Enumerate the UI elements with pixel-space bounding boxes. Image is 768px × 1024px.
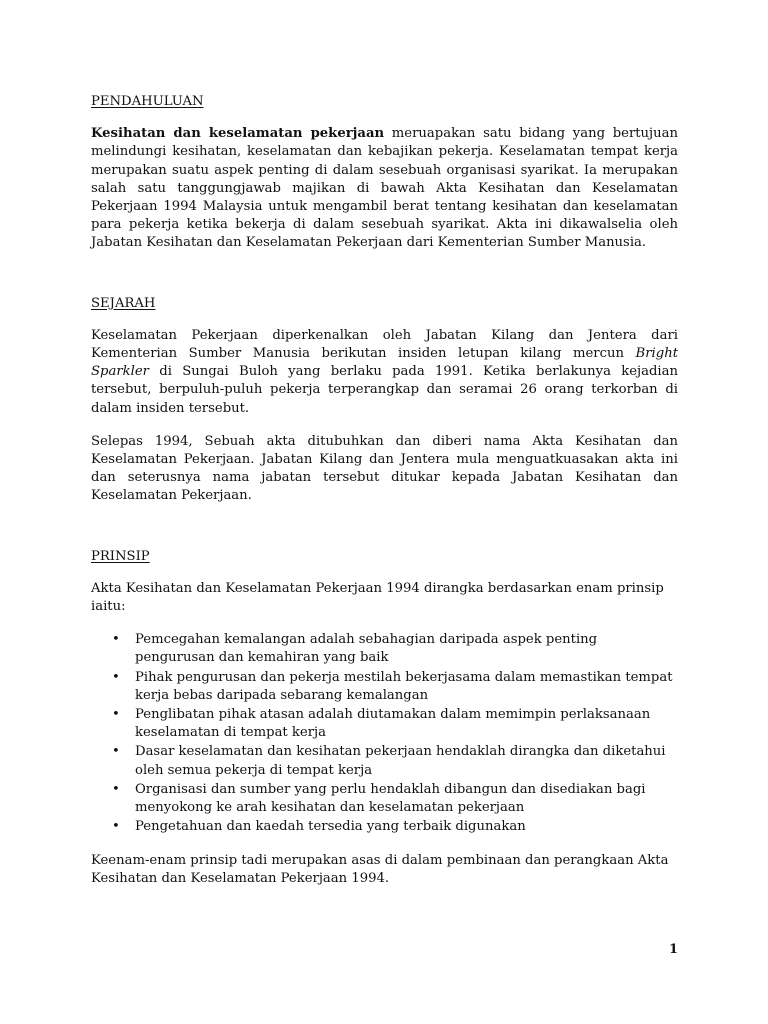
sejarah-p1-before: Keselamatan Pekerjaan diperkenalkan oleh Jabatan Kilang dan Jentera dari Kementerian Sumber Manusia berikutan insiden letupan kilang mercun (91, 327, 678, 362)
bullet-icon: • (112, 819, 120, 835)
list-item: • Penglibatan pihak atasan adalah diutamakan dalam memimpin perlaksanaan keselamatan di tempat kerja (112, 707, 651, 741)
heading-prinsip: PRINSIP (91, 548, 150, 564)
page-number: 1 (668, 942, 678, 957)
prinsip-closing: Keenam-enam prinsip tadi merupakan asas di dalam pembinaan dan perangkaan Akta Kesihatan dan Keselamatan Pekerjaan 1994. (91, 852, 669, 886)
heading-pendahuluan: PENDAHULUAN (91, 94, 204, 109)
bullet-icon: • (112, 781, 120, 797)
document-body (91, 93, 678, 888)
lead-bold-text: Kesihatan dan keselamatan pekerjaan (91, 126, 385, 142)
bullet-icon: • (112, 707, 120, 723)
list-item: • Pihak pengurusan dan pekerja mestilah bekerjasama dalam memastikan tempat kerja bebas daripada sebarang kemalangan (112, 669, 673, 703)
list-item: • Pemcegahan kemalangan adalah sebahagian daripada aspek penting pengurusan dan kemahiran yang baik (112, 632, 598, 666)
prinsip-intro: Akta Kesihatan dan Keselamatan Pekerjaan 1994 dirangka berdasarkan enam prinsip iaitu: (91, 580, 664, 615)
bullet-icon: • (112, 669, 120, 685)
list-item: • Organisasi dan sumber yang perlu hendaklah dibangun dan disediakan bagi menyokong ke arah kesihatan dan keselamatan pekerjaan (112, 781, 646, 816)
prinsip-list (91, 631, 678, 836)
paragraph-sejarah-1 (91, 327, 678, 418)
sejarah-p1-after: di Sungai Buloh yang berlaku pada 1991. Ketika berlakunya kejadian tersebut, berpuluh-puluh pekerja terperangkap dan seramai 26 orang terkorban di dalam insiden tersebut. (91, 364, 678, 416)
heading-sejarah: SEJARAH (91, 295, 156, 311)
bullet-icon: • (112, 632, 120, 648)
bullet-icon: • (112, 744, 120, 760)
paragraph-pendahuluan (91, 125, 678, 252)
sejarah-p1-italic: Bright Sparkler (91, 346, 678, 380)
paragraph-sejarah-2: Selepas 1994, Sebuah akta ditubuhkan dan diberi nama Akta Kesihatan dan Keselamatan Pekerjaan. Jabatan Kilang dan Jentera mula menguatkuasakan akta ini dan seterusnya nama jabatan tersebut ditukar kepada Jabatan Kesihatan dan Keselamatan Pekerjaan. (91, 433, 678, 504)
list-item: • Dasar keselamatan dan kesihatan pekerjaan hendaklah dirangka dan diketahui oleh semua pekerja di tempat kerja (112, 744, 666, 778)
pendahuluan-text: meruapakan satu bidang yang bertujuan melindungi kesihatan, keselamatan dan kebajikan pekerja. Keselamatan tempat kerja merupakan suatu aspek penting di dalam sesebuah organisasi syarikat. Ia merupakan salah satu tanggungjawab majikan di bawah Akta Kesihatan dan Keselamatan Pekerjaan 1994 Malaysia untuk mengambil berat tentang kesihatan dan keselamatan para pekerja ketika bekerja di dalam sesebuah syarikat. Akta ini dikawalselia oleh Jabatan Kesihatan dan Keselamatan Pekerjaan dari Kementerian Sumber Manusia. (91, 126, 678, 251)
list-item: • Pengetahuan dan kaedah tersedia yang terbaik digunakan (91, 818, 678, 836)
